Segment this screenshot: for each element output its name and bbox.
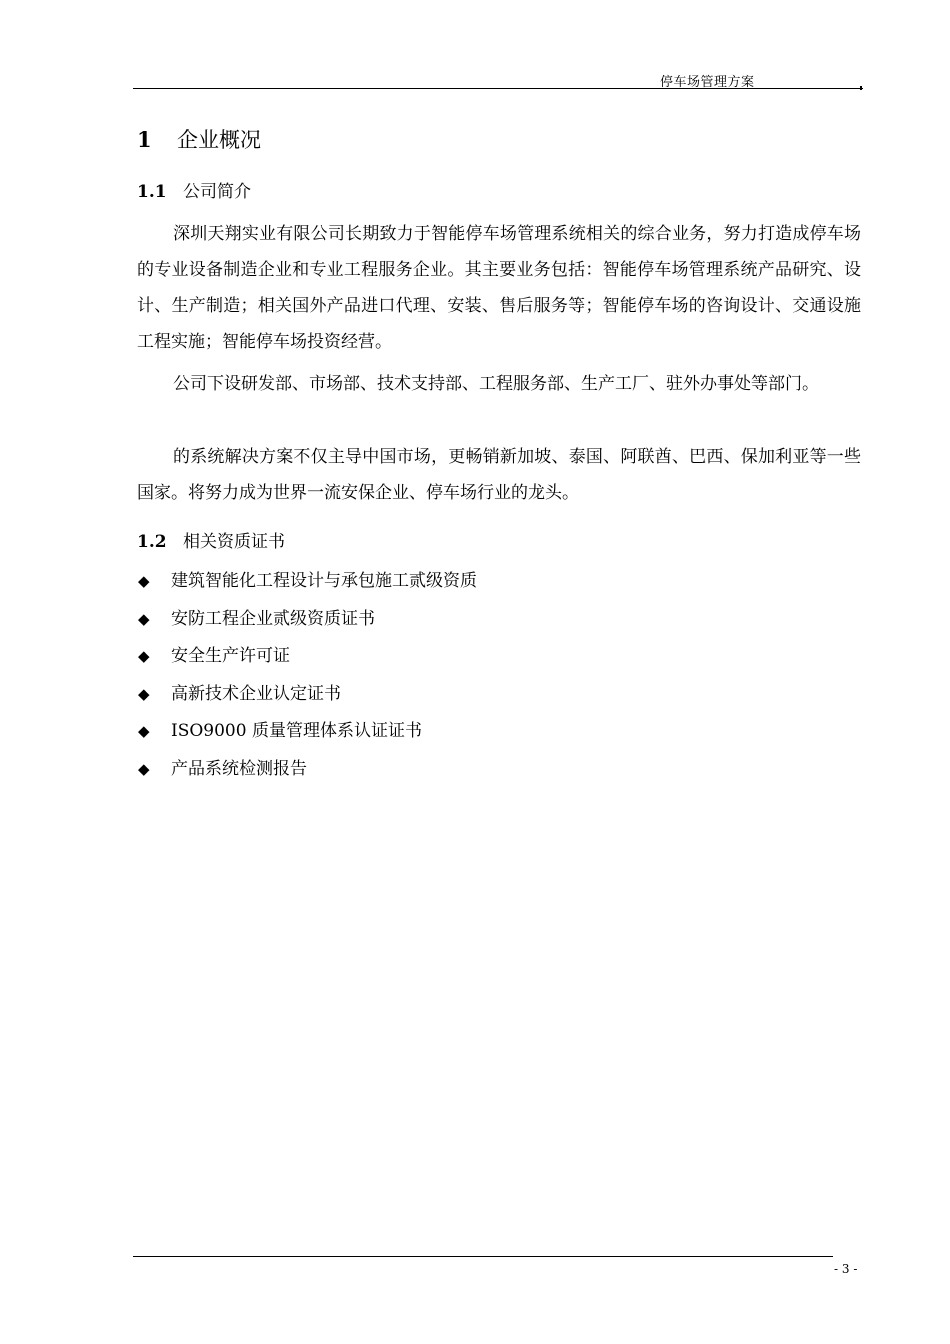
header-rule-tick bbox=[860, 86, 862, 90]
paragraph-company-intro: 深圳天翔实业有限公司长期致力于智能停车场管理系统相关的综合业务，努力打造成停车场的专业设备制造企业和专业工程服务企业。其主要业务包括：智能停车场管理系统产品研究、设计、生产制造；相关国外产品进口代理、安装、售后服务等；智能停车场的咨询设计、交通设施工程实施；智能停车场投资经营。 bbox=[137, 224, 861, 352]
list-item bbox=[138, 713, 477, 751]
list-item-text: 高新技术企业认定证书 bbox=[171, 683, 341, 704]
list-item bbox=[138, 563, 477, 601]
list-item bbox=[138, 751, 477, 789]
page-number: - 3 - bbox=[834, 1262, 858, 1276]
list-item bbox=[138, 601, 477, 639]
section-title: 企业概况 bbox=[177, 128, 261, 152]
list-item-text: 安全生产许可证 bbox=[171, 646, 290, 666]
list-item-text: 产品系统检测报告 bbox=[171, 758, 307, 779]
diamond-bullet-icon: ◆ bbox=[138, 609, 150, 628]
list-item-text: ISO9000 质量管理体系认证证书 bbox=[171, 721, 422, 741]
certificate-list bbox=[138, 563, 477, 788]
list-item bbox=[138, 676, 477, 714]
diamond-bullet-icon: ◆ bbox=[138, 572, 150, 590]
header-rule bbox=[133, 88, 863, 89]
footer-rule bbox=[133, 1256, 833, 1257]
subsection-heading-1-2 bbox=[137, 527, 285, 552]
list-item-text: 安防工程企业贰级资质证书 bbox=[171, 608, 375, 629]
header-title: 停车场管理方案 bbox=[660, 75, 755, 90]
list-item bbox=[138, 638, 477, 676]
subsection-number: 1.1 bbox=[137, 182, 167, 202]
subsection-heading-1-1 bbox=[137, 177, 251, 202]
subsection-number: 1.2 bbox=[137, 532, 167, 552]
diamond-bullet-icon: ◆ bbox=[138, 759, 150, 778]
section-number: 1 bbox=[137, 127, 152, 152]
diamond-bullet-icon: ◆ bbox=[138, 684, 150, 703]
list-item-text: 建筑智能化工程设计与承包施工贰级资质 bbox=[171, 571, 477, 591]
paragraph-departments: 公司下设研发部、市场部、技术支持部、工程服务部、生产工厂、驻外办事处等部门。 bbox=[173, 374, 819, 394]
subsection-title: 相关资质证书 bbox=[183, 532, 285, 552]
diamond-bullet-icon: ◆ bbox=[138, 647, 150, 665]
subsection-title: 公司简介 bbox=[183, 182, 251, 202]
diamond-bullet-icon: ◆ bbox=[138, 722, 150, 740]
section-heading-1 bbox=[137, 124, 261, 154]
paragraph-markets: 的系统解决方案不仅主导中国市场，更畅销新加坡、泰国、阿联酋、巴西、保加利亚等一些国家。将努力成为世界一流安保企业、停车场行业的龙头。 bbox=[137, 447, 861, 503]
